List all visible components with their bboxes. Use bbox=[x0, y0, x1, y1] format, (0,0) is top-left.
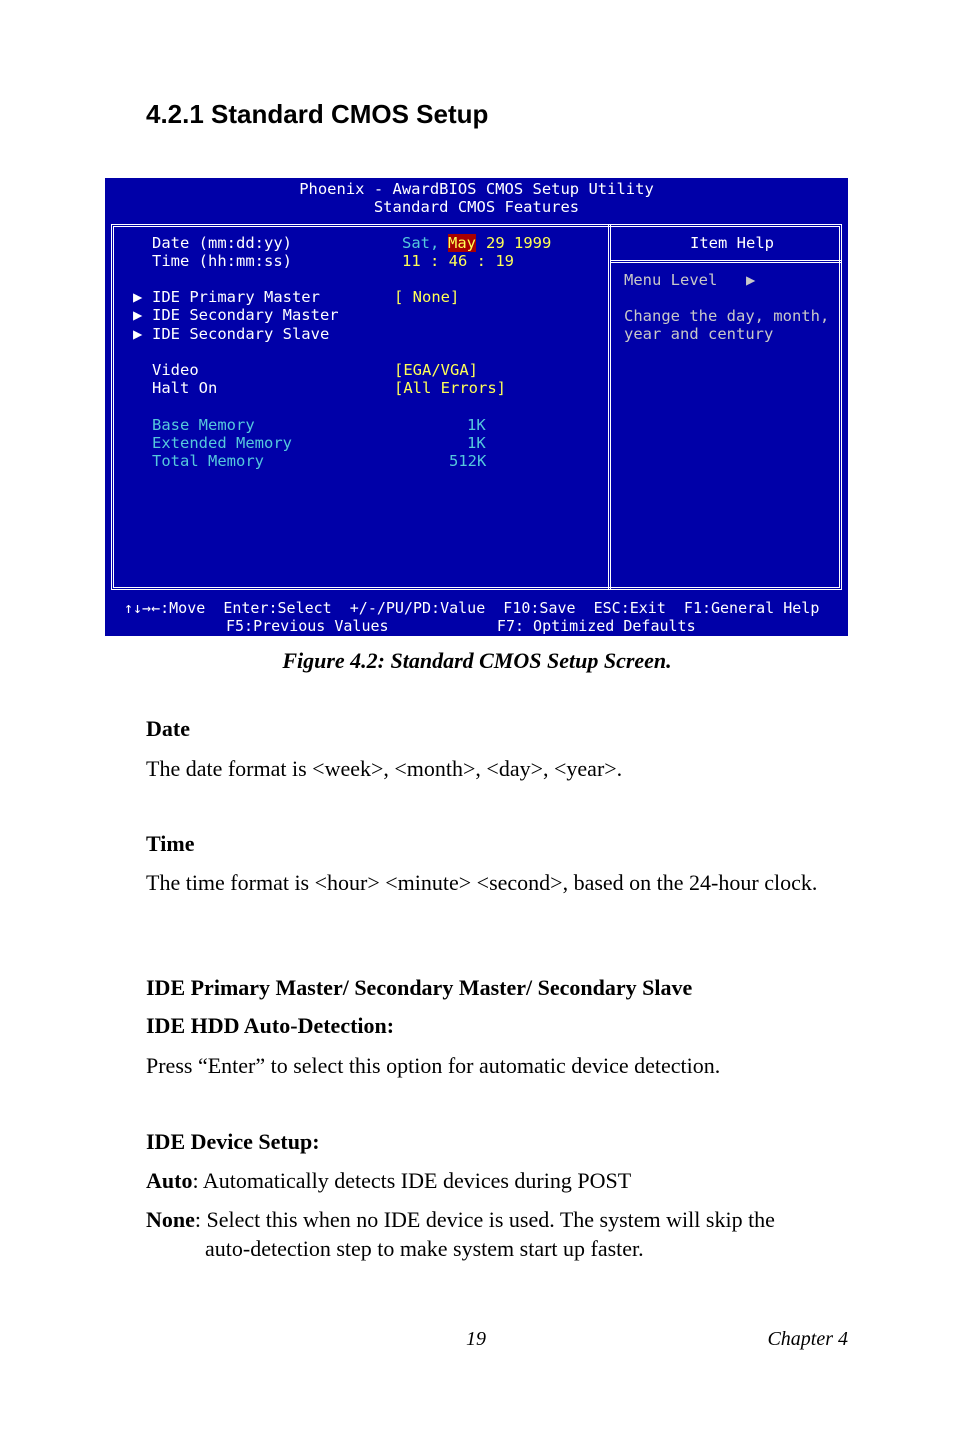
ide-autodetect-text: Press “Enter” to select this option for automatic device detection. bbox=[146, 1053, 721, 1078]
menu-level-arrow-icon: ▶ bbox=[746, 271, 756, 289]
item-help-title: Item Help bbox=[690, 234, 774, 252]
time-label: Time (hh:mm:ss) bbox=[152, 252, 292, 270]
extended-memory-label: Extended Memory bbox=[152, 434, 292, 452]
date-heading: Date bbox=[146, 716, 190, 741]
video-value[interactable]: [EGA/VGA] bbox=[394, 361, 478, 379]
bios-title: Phoenix - AwardBIOS CMOS Setup Utility bbox=[299, 180, 654, 198]
triangle-right-icon: ▶ bbox=[133, 288, 143, 306]
page-number: 19 bbox=[466, 1328, 486, 1350]
time-text: The time format is <hour> <minute> <second>, based on the 24-hour clock. bbox=[146, 870, 818, 895]
auto-text: : Automatically detects IDE devices during POST bbox=[192, 1168, 632, 1193]
base-memory-value: 1K bbox=[467, 416, 486, 434]
auto-option bbox=[146, 1166, 846, 1195]
auto-term: Auto bbox=[146, 1168, 193, 1193]
base-memory-label: Base Memory bbox=[152, 416, 255, 434]
extended-memory-value: 1K bbox=[467, 434, 486, 452]
none-term: None bbox=[146, 1207, 195, 1232]
section-title: 4.2.1 Standard CMOS Setup bbox=[146, 99, 489, 129]
halt-on-label: Halt On bbox=[152, 379, 218, 397]
help-line-2: year and century bbox=[624, 325, 774, 343]
help-line-1: Change the day, month, bbox=[624, 307, 830, 325]
date-day: Sat, bbox=[402, 234, 440, 252]
ide-autodetect-heading: IDE HDD Auto-Detection: bbox=[146, 1013, 395, 1038]
ide-heading: IDE Primary Master/ Secondary Master/ Secondary Slave bbox=[146, 975, 693, 1000]
time-heading: Time bbox=[146, 831, 195, 856]
date-text: The date format is <week>, <month>, <day>, <year>. bbox=[146, 756, 623, 781]
ide-primary-master[interactable]: IDE Primary Master bbox=[152, 288, 320, 306]
help-divider bbox=[611, 260, 842, 263]
halt-on-value[interactable]: [All Errors] bbox=[394, 379, 506, 397]
video-label: Video bbox=[152, 361, 199, 379]
date-rest[interactable]: 29 1999 bbox=[486, 234, 552, 252]
main-frame bbox=[111, 224, 842, 590]
none-text-continued: auto-detection step to make system start up faster. bbox=[205, 1236, 644, 1261]
total-memory-label: Total Memory bbox=[152, 452, 264, 470]
date-label: Date (mm:dd:yy) bbox=[152, 234, 292, 252]
ide-primary-value[interactable]: [ None] bbox=[394, 288, 460, 306]
triangle-right-icon: ▶ bbox=[133, 325, 143, 343]
date-month[interactable]: May bbox=[448, 234, 476, 252]
bios-header bbox=[105, 178, 848, 224]
bios-footer-keys-2: F5:Previous Values F7: Optimized Defaults bbox=[226, 617, 696, 635]
ide-secondary-master[interactable]: IDE Secondary Master bbox=[152, 306, 339, 324]
bios-footer-keys: ↑↓→←:Move Enter:Select +/-/PU/PD:Value F10:Save ESC:Exit F1:General Help bbox=[124, 599, 820, 617]
none-text: : Select this when no IDE device is used. The system will skip the bbox=[194, 1207, 775, 1232]
menu-level: Menu Level bbox=[624, 271, 718, 289]
total-memory-value: 512K bbox=[449, 452, 487, 470]
triangle-right-icon: ▶ bbox=[133, 306, 143, 324]
bios-setup-screen bbox=[105, 178, 848, 636]
none-option bbox=[146, 1205, 846, 1234]
bios-subtitle: Standard CMOS Features bbox=[373, 198, 580, 216]
ide-device-heading: IDE Device Setup: bbox=[146, 1129, 320, 1154]
frame-divider bbox=[608, 224, 611, 590]
ide-secondary-slave[interactable]: IDE Secondary Slave bbox=[152, 325, 330, 343]
chapter-label: Chapter 4 bbox=[767, 1328, 848, 1350]
time-value[interactable]: 11 : 46 : 19 bbox=[402, 252, 514, 270]
figure-caption: Figure 4.2: Standard CMOS Setup Screen. bbox=[282, 648, 672, 673]
